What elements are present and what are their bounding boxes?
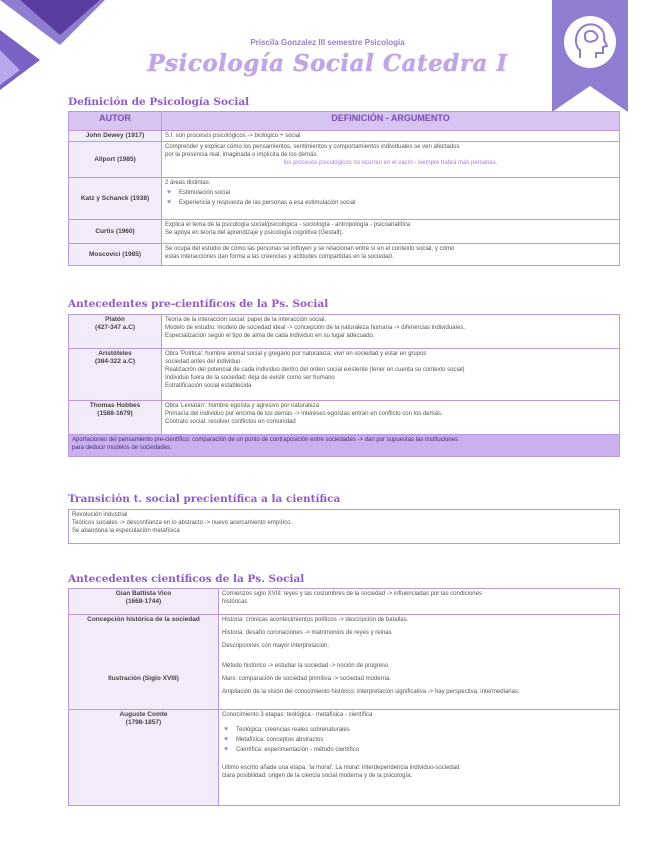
definition-text: Teóricos sociales -> desconfianza en lo abstracto -> nuevo acercamiento empírico. — [72, 520, 293, 526]
table-row — [69, 142, 620, 178]
author-name: Auguste Comte — [119, 711, 168, 718]
author-name: Platón — [105, 316, 125, 323]
author-cell: Curtis (1960) — [69, 220, 162, 244]
author-name: Gian Battista Vico — [115, 590, 172, 597]
definition-text: S.I. son procesos psicológicos -> biológico + social — [165, 133, 301, 139]
section-heading-scientific: Antecedentes científicos de la Ps. Social — [68, 573, 305, 585]
definition-text: Historia: crónicas acontecimientos políticos -> descripción de batallas. — [222, 617, 409, 623]
definition-text: Ampliación de la visión del conocimiento histórico: interpretación significativa -> hay perspectiva, intermediarias. — [222, 689, 520, 695]
table-row — [69, 178, 620, 220]
author-cell: Allport (1985) — [69, 142, 162, 178]
definition-text: Método histórico -> estudiar la sociedad -> noción de progreso — [222, 663, 389, 669]
transition-box — [68, 509, 620, 544]
summary-text: para deducir modelos de sociedades. — [72, 445, 172, 451]
col-definition-header: DEFINICIÓN - ARGUMENTO — [162, 112, 620, 131]
definition-text: Contrato social: resolver conflictos en comunidad — [165, 419, 296, 425]
author-years: (427-347 a.C) — [94, 324, 136, 331]
definition-text: Individuo fuera de la sociedad: deja de existir como ser humano — [165, 375, 335, 381]
definition-text: Modelo de estudio: modelo de sociedad ideal -> concepción de la naturaleza humana -> diferencias individuales. — [165, 325, 465, 331]
definition-text: 2 áreas distintas: — [165, 180, 211, 186]
summary-row — [69, 435, 620, 457]
author-years: (384-322 a.C) — [94, 358, 136, 365]
col-author-header: AUTOR — [69, 112, 162, 131]
definition-text: Revolución industrial — [72, 512, 128, 518]
definition-text: Último escrito añade una etapa: 'la moral'. La moral: interdependencia individuo-sociedad — [222, 765, 460, 771]
definition-text: Comienzos siglo XVIII: leyes y las costumbres de la sociedad -> influenciadas por las condiciones — [222, 591, 482, 597]
author-years: (1798-1857) — [125, 719, 162, 726]
definition-text: Se ocupa del estudio de cómo las personas se influyen y se relacionan entre sí en el contexto social, y cómo — [165, 246, 455, 252]
section-heading-definition: Definición de Psicología Social — [68, 96, 250, 108]
table-row — [69, 220, 620, 244]
definition-text: estas interacciones dan forma a las creencias y actitudes compartidas en la sociedad. — [165, 254, 394, 260]
table-row — [69, 401, 620, 435]
author-cell: Katz y Schanck (1938) — [69, 178, 162, 220]
author-name: Aristóteles — [98, 350, 132, 357]
definition-text: Se apoya en teoría del aprendizaje y psicología cognitiva (Gestalt). — [165, 230, 344, 236]
table-row — [69, 615, 620, 710]
definition-text: Obra 'Política': hombre animal social y gregario por naturaleza; vivir en sociedad y estar en grupos — [165, 351, 427, 357]
definition-text: clara posibilidad: origen de la ciencia social moderna y de la psicología. — [222, 773, 413, 779]
definition-text: Explica el tema de la psicología social/psicológica - sociología - antropología - psicoanalítica — [165, 222, 411, 228]
definition-text: Realización del potencial de cada individuo dentro del orden social existente (tener en cuenta su contexto social) — [165, 367, 465, 373]
author-name: Ilustración (Siglo XVIII) — [108, 675, 179, 682]
highlighted-note: los procesos psicológicos no ocurren en el vacío - siempre habrá más personas. — [283, 160, 498, 166]
table-row — [69, 131, 620, 142]
definition-text: Teoría de la interacción social: papel de la interacción social. — [165, 317, 327, 323]
author-cell: John Dewey (1917) — [69, 131, 162, 142]
section-heading-transition: Transición t. social precientífica a la científica — [68, 493, 341, 505]
definition-text: Especialización según el tipo de alma de cada individuo en su lugar adecuado. — [165, 333, 375, 339]
summary-text: Aportaciones del pensamiento pre-científico: comparación de un punto de contraposición entre sociedades -> dan por supuestas las instituciones — [72, 437, 459, 443]
definition-text: históricas — [222, 599, 248, 605]
table-row — [69, 349, 620, 401]
definition-text: Obra 'Leviatán': hombre egoísta y agresivo por naturaleza — [165, 403, 320, 409]
author-line: Priscila Gonzalez III semestre Psicología — [250, 38, 405, 47]
heart-bullet-item: ♥ Teológica: creencias reales sobrenaturales — [222, 726, 616, 734]
definition-text: Descripciones con mayor interpretación. — [222, 643, 330, 649]
definition-text: por la presencia real, imaginada o implícita de los demás. — [165, 152, 319, 158]
table-row — [69, 589, 620, 615]
definition-text: sociedad antes del individuo. — [165, 359, 243, 365]
heart-bullet-item: ♥ Metafísica: conceptos abstractos — [222, 736, 616, 744]
definition-text: Historia: desafío coronaciones -> matrimonios de reyes y reinas — [222, 630, 392, 636]
author-years: (1588-1679) — [97, 410, 133, 417]
table-row — [69, 710, 620, 806]
section-heading-precientific: Antecedentes pre-científicos de la Ps. Social — [68, 298, 329, 310]
heart-bullet-item: ♥ Experiencia y respuesta de las personas a esa estimulación social — [165, 199, 616, 207]
scientific-table — [68, 588, 620, 806]
definition-text: Primacía del individuo por encima de los demás -> intereses egoístas entran en conflicto con los demás. — [165, 411, 443, 417]
definition-table — [68, 111, 620, 266]
definition-text: Estratificación social establecida — [165, 383, 252, 389]
author-name: Thomas Hobbes — [89, 402, 141, 409]
definition-text: Marx: comparación de sociedad primitiva -> sociedad moderna. — [222, 676, 391, 682]
definition-text: Conocimiento 3 etapas: teológica - metafísica - científica — [222, 712, 373, 718]
author-cell: Moscovici (1985) — [69, 244, 162, 266]
author-name: Concepción histórica de la sociedad — [87, 616, 200, 623]
page-title: Psicología Social Catedra I — [147, 50, 508, 77]
definition-text: Se abandona la especulación metafísica — [72, 528, 180, 534]
heart-bullet-item: ♥ Estimulación social — [165, 189, 616, 197]
table-row — [69, 315, 620, 349]
precientific-table — [68, 314, 620, 457]
author-years: (1668-1744) — [125, 598, 162, 605]
table-row — [69, 244, 620, 266]
heart-bullet-item: ♥ Científica: experimentación - método científico — [222, 746, 616, 754]
definition-text: Comprender y explicar cómo los pensamientos, sentimientos y comportamientos individuales se ven afectados — [165, 144, 460, 150]
table-row — [69, 510, 620, 544]
